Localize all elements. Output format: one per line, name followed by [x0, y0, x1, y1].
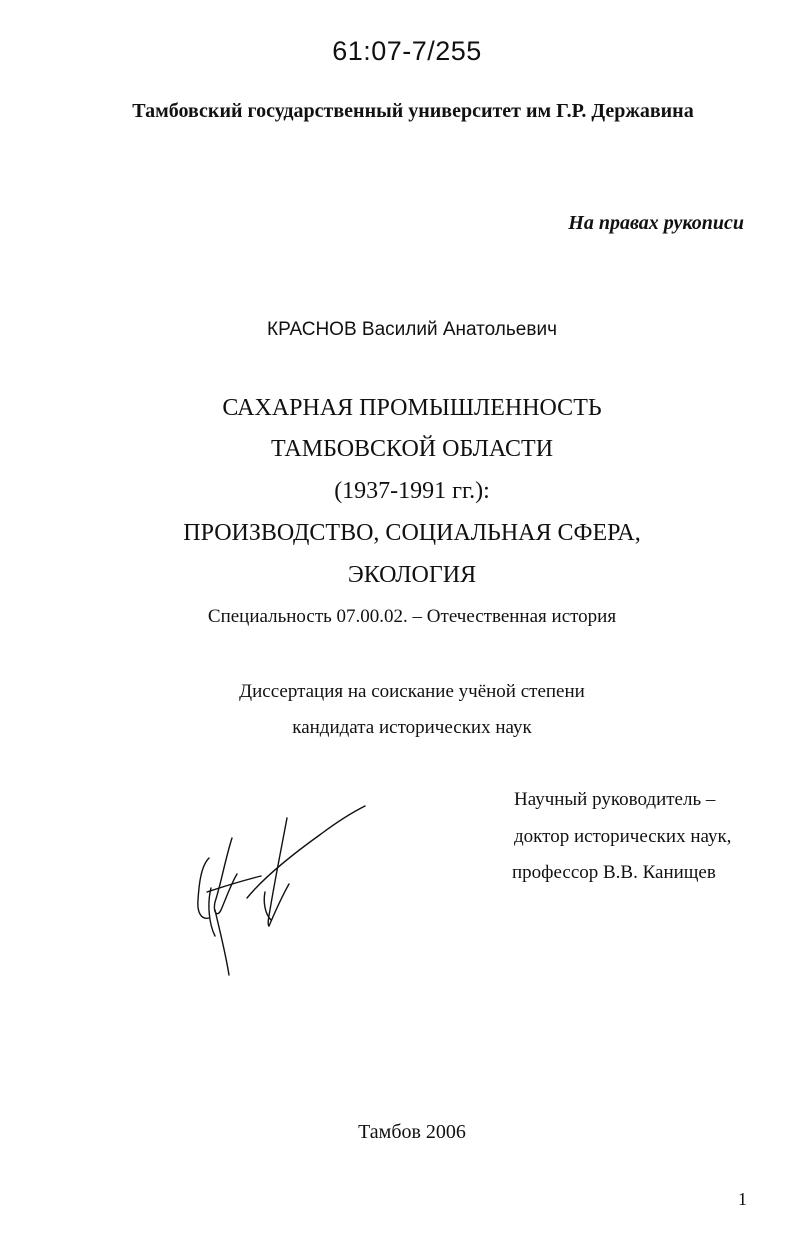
catalog-code: 61:07-7/255 [332, 36, 482, 66]
page-number: 1 [738, 1189, 747, 1209]
author-name: КРАСНОВ Василий Анатольевич [267, 319, 557, 340]
dissertation-line-2: кандидата исторических наук [292, 717, 532, 738]
rights-note: На правах рукописи [568, 212, 744, 234]
title-line-5: ЭКОЛОГИЯ [347, 562, 477, 588]
signature-icon [185, 800, 375, 985]
dissertation-line-1: Диссертация на соискание учёной степени [239, 681, 585, 702]
supervisor-line-3: профессор В.В. Канищев [512, 862, 716, 883]
supervisor-line-1: Научный руководитель – [514, 789, 716, 810]
supervisor-line-2: доктор исторических наук, [514, 826, 732, 847]
title-line-4: ПРОИЗВОДСТВО, СОЦИАЛЬНАЯ СФЕРА, [183, 520, 641, 546]
city-year: Тамбов 2006 [358, 1121, 466, 1143]
title-line-3: (1937-1991 гг.): [334, 478, 490, 504]
title-line-2: ТАМБОВСКОЙ ОБЛАСТИ [270, 436, 554, 462]
title-line-1: САХАРНАЯ ПРОМЫШЛЕННОСТЬ [222, 395, 602, 421]
specialty-line: Специальность 07.00.02. – Отечественная история [207, 606, 617, 627]
university-name: Тамбовский государственный университет им Г.Р. Державина [132, 100, 694, 122]
